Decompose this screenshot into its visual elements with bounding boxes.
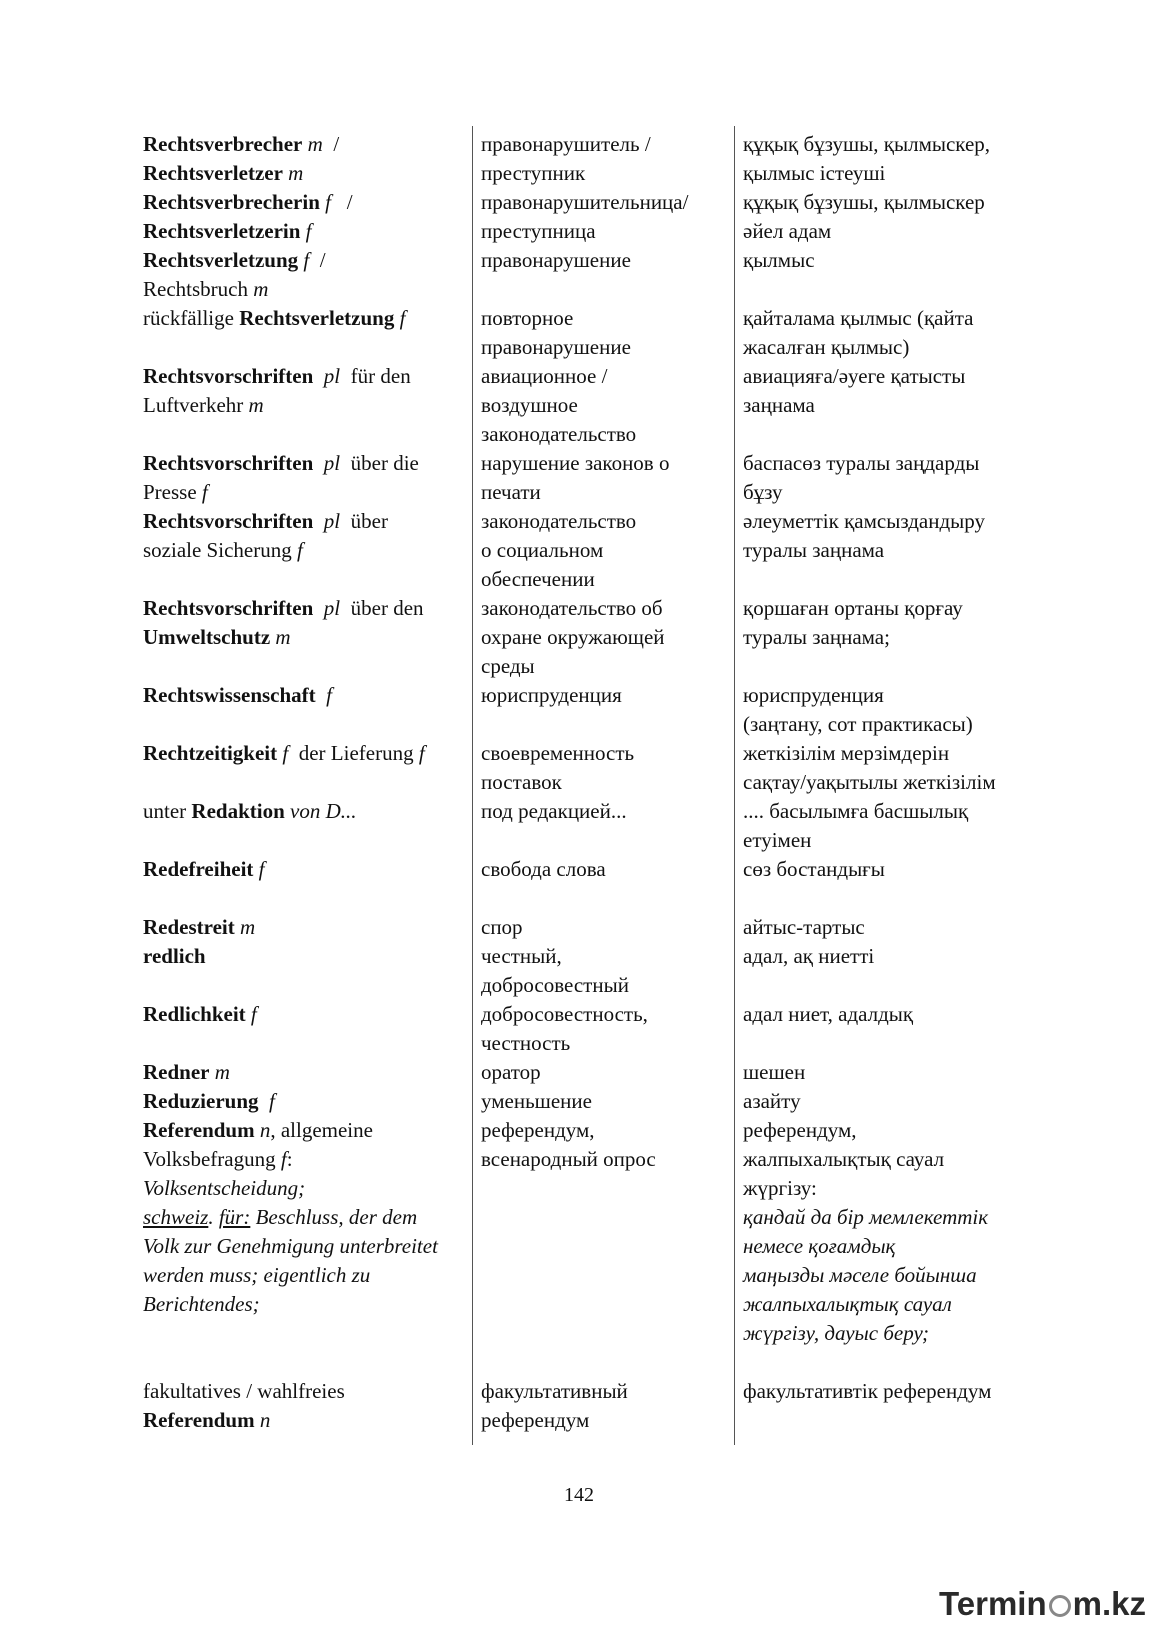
russian-line: своевременность xyxy=(481,741,635,765)
kazakh-translation-cell xyxy=(735,913,1023,942)
term-segment: für den xyxy=(340,364,411,388)
term-segment: von D... xyxy=(284,799,357,823)
term-segment: pl xyxy=(313,596,341,620)
german-term-cell xyxy=(143,304,473,362)
russian-line: законодательство xyxy=(481,422,637,446)
russian-line: уменьшение xyxy=(481,1089,592,1113)
kazakh-translation-cell xyxy=(735,1116,1023,1377)
term-segment: Presse xyxy=(143,480,197,504)
russian-line: добросовестный xyxy=(481,973,629,997)
kazakh-line: сөз бостандығы xyxy=(743,857,885,881)
entry-row xyxy=(143,126,1023,188)
german-term-cell xyxy=(143,246,473,304)
logo-text-end: m.kz xyxy=(1072,1585,1146,1622)
term-segment: unter xyxy=(143,799,192,823)
term-segment: f xyxy=(298,248,310,272)
kazakh-line: авиацияға/әуеге қатысты xyxy=(743,364,966,388)
term-segment: f xyxy=(291,538,303,562)
term-segment: Rechtsverbrecher xyxy=(143,132,303,156)
kazakh-line: жүргізу: xyxy=(743,1176,817,1200)
german-term-line xyxy=(143,188,464,217)
german-term-cell xyxy=(143,1000,473,1058)
kazakh-line: референдум, xyxy=(743,1118,857,1142)
russian-line: юриспруденция xyxy=(481,683,622,707)
kazakh-line: қылмыс xyxy=(743,248,815,272)
term-segment: Volksentscheidung; xyxy=(143,1176,306,1200)
russian-line: печати xyxy=(481,480,541,504)
magnifier-o-icon xyxy=(1049,1595,1071,1617)
russian-line: преступница xyxy=(481,219,596,243)
kazakh-line: туралы заңнама; xyxy=(743,625,890,649)
german-term-line xyxy=(143,1261,464,1290)
russian-translation-cell xyxy=(473,594,735,681)
kazakh-line: жасалған қылмыс) xyxy=(743,335,910,359)
russian-line: нарушение законов о xyxy=(481,451,670,475)
german-term-line xyxy=(143,1290,464,1319)
kazakh-line: (заңтану, сот практикасы) xyxy=(743,712,973,736)
kazakh-line: құқық бұзушы, қылмыскер xyxy=(743,190,985,214)
entry-row xyxy=(143,1000,1023,1058)
kazakh-line: немесе қоғамдық xyxy=(743,1234,896,1258)
term-segment: n xyxy=(254,1408,271,1432)
german-term-line xyxy=(143,130,464,159)
kazakh-line: адал, ақ ниетті xyxy=(743,944,875,968)
russian-line: поставок xyxy=(481,770,562,794)
russian-translation-cell xyxy=(473,1000,735,1058)
russian-translation-cell xyxy=(473,797,735,855)
kazakh-translation-cell xyxy=(735,188,1023,246)
kazakh-translation-cell xyxy=(735,594,1023,681)
kazakh-line: етуімен xyxy=(743,828,812,852)
german-term-cell xyxy=(143,188,473,246)
term-segment: über den xyxy=(340,596,424,620)
german-term-cell xyxy=(143,1116,473,1377)
german-term-line xyxy=(143,246,464,275)
term-segment: Volk zur Genehmigung unterbreitet xyxy=(143,1234,438,1258)
term-segment: f xyxy=(245,1002,257,1026)
kazakh-line: факультативтік референдум xyxy=(743,1379,992,1403)
kazakh-line: жүргізу, дауыс беру; xyxy=(743,1321,929,1345)
kazakh-line: қоршаған ортаны қорғау xyxy=(743,596,963,620)
russian-line: авиационное / xyxy=(481,364,608,388)
entry-row xyxy=(143,507,1023,594)
german-term-cell xyxy=(143,739,473,797)
german-term-line xyxy=(143,594,464,623)
kazakh-translation-cell xyxy=(735,1000,1023,1058)
russian-line: под редакцией... xyxy=(481,799,627,823)
russian-line: оратор xyxy=(481,1060,541,1084)
kazakh-translation-cell xyxy=(735,681,1023,739)
term-segment: über die xyxy=(340,451,419,475)
russian-translation-cell xyxy=(473,188,735,246)
kazakh-line: азайту xyxy=(743,1089,801,1113)
russian-line: преступник xyxy=(481,161,586,185)
term-segment: Rechtsverletzer xyxy=(143,161,283,185)
term-segment: Rechtsverletzerin xyxy=(143,219,301,243)
term-segment: Redaktion xyxy=(191,799,285,823)
german-term-line xyxy=(143,275,464,304)
russian-line: правонарушитель / xyxy=(481,132,651,156)
entry-row xyxy=(143,1116,1023,1377)
german-term-line xyxy=(143,942,464,971)
russian-translation-cell xyxy=(473,1116,735,1377)
german-term-cell xyxy=(143,1058,473,1087)
term-segment: m xyxy=(209,1060,230,1084)
term-segment: pl xyxy=(313,451,341,475)
term-segment: rückfällige xyxy=(143,306,240,330)
kazakh-translation-cell xyxy=(735,304,1023,362)
german-term-cell xyxy=(143,913,473,942)
russian-translation-cell xyxy=(473,449,735,507)
russian-line: правонарушение xyxy=(481,248,631,272)
russian-translation-cell xyxy=(473,913,735,942)
term-segment: Redefreiheit xyxy=(143,857,254,881)
term-segment: m xyxy=(270,625,291,649)
kazakh-translation-cell xyxy=(735,1087,1023,1116)
term-segment: f xyxy=(275,1147,287,1171)
russian-line: референдум xyxy=(481,1408,590,1432)
kazakh-translation-cell xyxy=(735,362,1023,449)
german-term-line xyxy=(143,304,464,333)
term-segment: m xyxy=(247,277,269,301)
kazakh-translation-cell xyxy=(735,246,1023,304)
german-term-cell xyxy=(143,942,473,1000)
logo-text-start: Termin xyxy=(939,1585,1047,1622)
entry-row xyxy=(143,913,1023,942)
kazakh-line: бұзу xyxy=(743,480,783,504)
term-segment: Volksbefragung xyxy=(143,1147,276,1171)
german-term-line xyxy=(143,797,464,826)
term-segment: Rechtsverletzung xyxy=(239,306,395,330)
russian-translation-cell xyxy=(473,304,735,362)
german-term-cell xyxy=(143,1087,473,1116)
kazakh-line: айтыс-тартыс xyxy=(743,915,865,939)
term-segment: Rechtsverletzung xyxy=(143,248,299,272)
kazakh-line: шешен xyxy=(743,1060,806,1084)
kazakh-translation-cell xyxy=(735,126,1023,188)
term-segment: / xyxy=(330,190,353,214)
german-term-line xyxy=(143,855,464,884)
dictionary-table xyxy=(143,126,1023,1445)
term-segment: Rechtzeitigkeit xyxy=(143,741,278,765)
term-segment: pl xyxy=(313,364,341,388)
german-term-cell xyxy=(143,1377,473,1445)
russian-line: о социальном xyxy=(481,538,604,562)
entry-row xyxy=(143,681,1023,739)
kazakh-line: .... басылымға басшылық xyxy=(743,799,969,823)
term-segment: soziale Sicherung xyxy=(143,538,292,562)
entry-row xyxy=(143,449,1023,507)
entry-row xyxy=(143,1377,1023,1445)
german-term-line xyxy=(143,1145,464,1174)
kazakh-translation-cell xyxy=(735,797,1023,855)
term-segment: schweiz xyxy=(143,1205,209,1229)
russian-translation-cell xyxy=(473,1377,735,1445)
kazakh-translation-cell xyxy=(735,1058,1023,1087)
russian-translation-cell xyxy=(473,246,735,304)
term-segment: f xyxy=(277,741,289,765)
entry-row xyxy=(143,855,1023,913)
term-segment: pl xyxy=(313,509,341,533)
russian-line: охране окружающей xyxy=(481,625,665,649)
term-segment: Redestreit xyxy=(143,915,235,939)
kazakh-line: қандай да бір мемлекеттік xyxy=(743,1205,989,1229)
term-segment: Beschluss, der dem xyxy=(250,1205,418,1229)
german-term-line xyxy=(143,478,464,507)
russian-line: честный, xyxy=(481,944,562,968)
kazakh-translation-cell xyxy=(735,507,1023,594)
term-segment: Rechtsvorschriften xyxy=(143,451,314,475)
german-term-cell xyxy=(143,855,473,913)
term-segment: / xyxy=(309,248,326,272)
russian-line: референдум, xyxy=(481,1118,595,1142)
german-term-cell xyxy=(143,126,473,188)
entry-row xyxy=(143,1058,1023,1087)
term-segment: über xyxy=(340,509,388,533)
russian-line: честность xyxy=(481,1031,571,1055)
term-segment: der Lieferung xyxy=(288,741,414,765)
kazakh-line: жалпыхалықтық сауал xyxy=(743,1292,952,1316)
term-segment: Rechtsbruch xyxy=(143,277,248,301)
german-term-line xyxy=(143,1087,464,1116)
term-segment: . xyxy=(208,1205,219,1229)
term-segment: f xyxy=(258,1089,275,1113)
term-segment: f xyxy=(413,741,425,765)
german-term-line xyxy=(143,536,464,565)
term-segment: f xyxy=(196,480,208,504)
russian-translation-cell xyxy=(473,507,735,594)
term-segment: Rechtsvorschriften xyxy=(143,509,314,533)
german-term-line xyxy=(143,913,464,942)
entry-row xyxy=(143,188,1023,246)
kazakh-line: әлеуметтік қамсыздандыру xyxy=(743,509,985,533)
german-term-line xyxy=(143,681,464,710)
term-segment: redlich xyxy=(143,944,206,968)
german-term-cell xyxy=(143,797,473,855)
german-term-line xyxy=(143,1406,464,1435)
german-term-line xyxy=(143,362,464,391)
kazakh-translation-cell xyxy=(735,739,1023,797)
german-term-line xyxy=(143,739,464,768)
kazakh-translation-cell xyxy=(735,449,1023,507)
kazakh-line: құқық бұзушы, қылмыскер, xyxy=(743,132,991,156)
entry-row xyxy=(143,594,1023,681)
term-segment: n xyxy=(254,1118,271,1142)
kazakh-translation-cell xyxy=(735,855,1023,913)
russian-line: среды xyxy=(481,654,535,678)
kazakh-line: қайталама қылмыс (қайта xyxy=(743,306,974,330)
kazakh-line: жалпыхалықтық сауал xyxy=(743,1147,945,1171)
kazakh-line: маңызды мәселе бойынша xyxy=(743,1263,977,1287)
german-term-line xyxy=(143,1232,464,1261)
german-term-line xyxy=(143,1174,464,1203)
term-segment: f xyxy=(394,306,406,330)
kazakh-line: адал ниет, адалдық xyxy=(743,1002,914,1026)
kazakh-line: баспасөз туралы заңдарды xyxy=(743,451,980,475)
entry-row xyxy=(143,942,1023,1000)
russian-line: воздушное xyxy=(481,393,578,417)
kazakh-translation-cell xyxy=(735,1377,1023,1445)
term-segment: m xyxy=(243,393,264,417)
term-segment: Referendum xyxy=(143,1408,255,1432)
term-segment: m xyxy=(282,161,304,185)
russian-line: свобода слова xyxy=(481,857,606,881)
kazakh-line: заңнама xyxy=(743,393,815,417)
german-term-line xyxy=(143,1377,464,1406)
term-segment: Redlichkeit xyxy=(143,1002,246,1026)
russian-line: законодательство xyxy=(481,509,637,533)
term-segment: / xyxy=(322,132,340,156)
russian-translation-cell xyxy=(473,739,735,797)
russian-translation-cell xyxy=(473,1087,735,1116)
kazakh-line: сақтау/уақытылы жеткізілім xyxy=(743,770,996,794)
russian-translation-cell xyxy=(473,126,735,188)
german-term-line xyxy=(143,449,464,478)
german-term-line xyxy=(143,1116,464,1145)
russian-line: факультативный xyxy=(481,1379,628,1403)
term-segment: f xyxy=(300,219,312,243)
term-segment: werden muss; eigentlich zu xyxy=(143,1263,371,1287)
term-segment: Berichtendes; xyxy=(143,1292,260,1316)
german-term-line xyxy=(143,1203,464,1232)
russian-translation-cell xyxy=(473,942,735,1000)
term-segment: f xyxy=(315,683,332,707)
entry-row xyxy=(143,246,1023,304)
term-segment: Luftverkehr xyxy=(143,393,244,417)
term-segment: Rechtsverbrecherin xyxy=(143,190,320,214)
term-segment: m xyxy=(302,132,323,156)
term-segment: Referendum xyxy=(143,1118,255,1142)
term-segment: für: xyxy=(218,1205,251,1229)
russian-translation-cell xyxy=(473,855,735,913)
german-term-line xyxy=(143,217,464,246)
term-segment: Rechtsvorschriften xyxy=(143,596,314,620)
german-term-cell xyxy=(143,362,473,449)
russian-line: добросовестность, xyxy=(481,1002,648,1026)
german-term-cell xyxy=(143,594,473,681)
german-term-line xyxy=(143,159,464,188)
entry-row xyxy=(143,362,1023,449)
german-term-cell xyxy=(143,507,473,594)
kazakh-line: әйел адам xyxy=(743,219,832,243)
term-segment: m xyxy=(234,915,256,939)
russian-translation-cell xyxy=(473,1058,735,1087)
term-segment: Umweltschutz xyxy=(143,625,271,649)
german-term-cell xyxy=(143,681,473,739)
russian-line: правонарушение xyxy=(481,335,631,359)
term-segment: , allgemeine xyxy=(270,1118,373,1142)
kazakh-line: юриспруденция xyxy=(743,683,884,707)
kazakh-line: туралы заңнама xyxy=(743,538,885,562)
term-segment: : xyxy=(286,1147,293,1171)
russian-line: спор xyxy=(481,915,523,939)
term-segment: Rechtswissenschaft xyxy=(143,683,316,707)
entry-row xyxy=(143,304,1023,362)
entry-row xyxy=(143,1087,1023,1116)
termincom-logo xyxy=(939,1585,1146,1623)
kazakh-line: жеткізілім мерзімдерін xyxy=(743,741,950,765)
page-number: 142 xyxy=(564,1484,594,1506)
german-term-line xyxy=(143,1058,464,1087)
russian-translation-cell xyxy=(473,362,735,449)
german-term-line xyxy=(143,623,464,652)
german-term-line xyxy=(143,391,464,420)
kazakh-line: қылмыс істеуші xyxy=(743,161,886,185)
entry-row xyxy=(143,797,1023,855)
term-segment: Reduzierung xyxy=(143,1089,259,1113)
term-segment: Redner xyxy=(143,1060,210,1084)
russian-line: всенародный опрос xyxy=(481,1147,656,1171)
russian-line: повторное xyxy=(481,306,574,330)
german-term-line xyxy=(143,1000,464,1029)
term-segment: f xyxy=(319,190,331,214)
russian-line: правонарушительница/ xyxy=(481,190,689,214)
term-segment: Rechtsvorschriften xyxy=(143,364,314,388)
russian-translation-cell xyxy=(473,681,735,739)
german-term-cell xyxy=(143,449,473,507)
russian-line: обеспечении xyxy=(481,567,595,591)
kazakh-translation-cell xyxy=(735,942,1023,1000)
russian-line: законодательство об xyxy=(481,596,663,620)
german-term-line xyxy=(143,507,464,536)
term-segment: f xyxy=(253,857,265,881)
entry-row xyxy=(143,739,1023,797)
term-segment: fakultatives / wahlfreies xyxy=(143,1379,345,1403)
